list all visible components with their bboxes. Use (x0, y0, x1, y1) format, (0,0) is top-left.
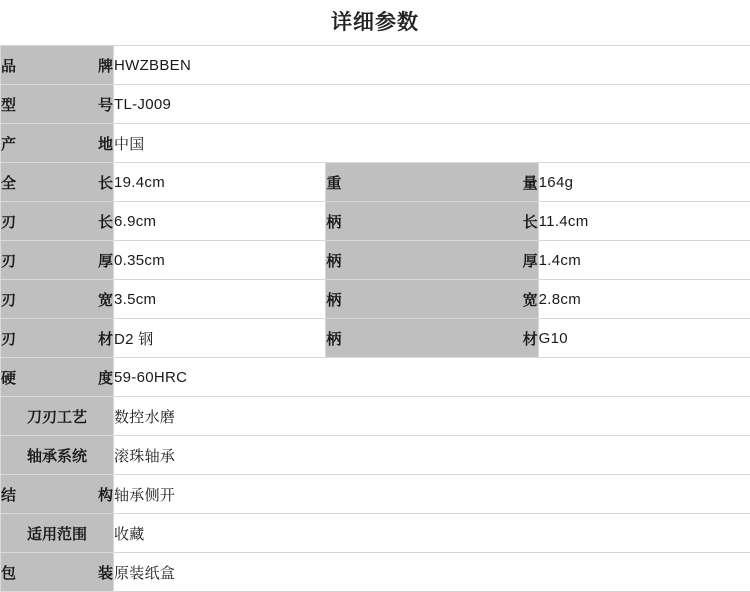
spec-label-text: 刃 厚 (1, 250, 113, 271)
table-row (1, 241, 750, 280)
table-row (1, 85, 750, 124)
table-row (1, 319, 750, 358)
spec-value: 原装纸盒 (114, 553, 750, 592)
spec-value: 轴承侧开 (114, 475, 750, 514)
spec-label-text: 柄 材 (326, 328, 537, 349)
spec-label (1, 46, 114, 85)
spec-label (1, 163, 114, 202)
spec-value: TL-J009 (114, 85, 750, 124)
spec-value: 中国 (114, 124, 750, 163)
spec-label (1, 514, 114, 553)
spec-table-body (1, 46, 750, 592)
spec-label-text: 全 长 (1, 172, 113, 193)
spec-label (1, 280, 114, 319)
spec-label (1, 553, 114, 592)
spec-label (326, 163, 538, 202)
table-row (1, 202, 750, 241)
spec-label (326, 202, 538, 241)
spec-label (1, 475, 114, 514)
page-title: 详细参数 (0, 0, 750, 45)
spec-value: 0.35cm (114, 241, 326, 280)
spec-label-text: 柄 宽 (326, 289, 537, 310)
table-row (1, 553, 750, 592)
spec-label (1, 436, 114, 475)
spec-value: 164g (538, 163, 750, 202)
spec-label (326, 241, 538, 280)
spec-value: 59-60HRC (114, 358, 750, 397)
spec-label (326, 319, 538, 358)
spec-value: 6.9cm (114, 202, 326, 241)
spec-label-text: 型 号 (1, 94, 113, 115)
spec-label-text: 刃 宽 (1, 289, 113, 310)
spec-label (1, 124, 114, 163)
spec-value: HWZBBEN (114, 46, 750, 85)
spec-label (1, 358, 114, 397)
spec-label (1, 202, 114, 241)
table-row (1, 280, 750, 319)
spec-value: 2.8cm (538, 280, 750, 319)
table-row (1, 358, 750, 397)
spec-label-text: 结 构 (1, 484, 113, 505)
spec-value: 收藏 (114, 514, 750, 553)
spec-value: 19.4cm (114, 163, 326, 202)
spec-label-text: 刃 长 (1, 211, 113, 232)
spec-label-text: 适用范围 (1, 523, 113, 544)
spec-label-text: 刃 材 (1, 328, 113, 349)
spec-label (1, 397, 114, 436)
spec-label-text: 硬 度 (1, 367, 113, 388)
spec-label-text: 重 量 (326, 172, 537, 193)
spec-value: 数控水磨 (114, 397, 750, 436)
spec-value: 11.4cm (538, 202, 750, 241)
spec-label-text: 品 牌 (1, 55, 113, 76)
table-row (1, 163, 750, 202)
spec-value: D2 钢 (114, 319, 326, 358)
table-row (1, 475, 750, 514)
spec-value: G10 (538, 319, 750, 358)
table-row (1, 46, 750, 85)
spec-label-text: 刀刃工艺 (1, 406, 113, 427)
table-row (1, 124, 750, 163)
spec-value: 1.4cm (538, 241, 750, 280)
spec-label (1, 85, 114, 124)
spec-label (326, 280, 538, 319)
spec-table (0, 45, 750, 592)
spec-label-text: 产 地 (1, 133, 113, 154)
table-row (1, 397, 750, 436)
spec-label-text: 柄 长 (326, 211, 537, 232)
table-row (1, 436, 750, 475)
spec-label-text: 柄 厚 (326, 250, 537, 271)
spec-label (1, 241, 114, 280)
spec-value: 滚珠轴承 (114, 436, 750, 475)
spec-label-text: 包 装 (1, 562, 113, 583)
spec-value: 3.5cm (114, 280, 326, 319)
spec-label (1, 319, 114, 358)
spec-label-text: 轴承系统 (1, 445, 113, 466)
table-row (1, 514, 750, 553)
